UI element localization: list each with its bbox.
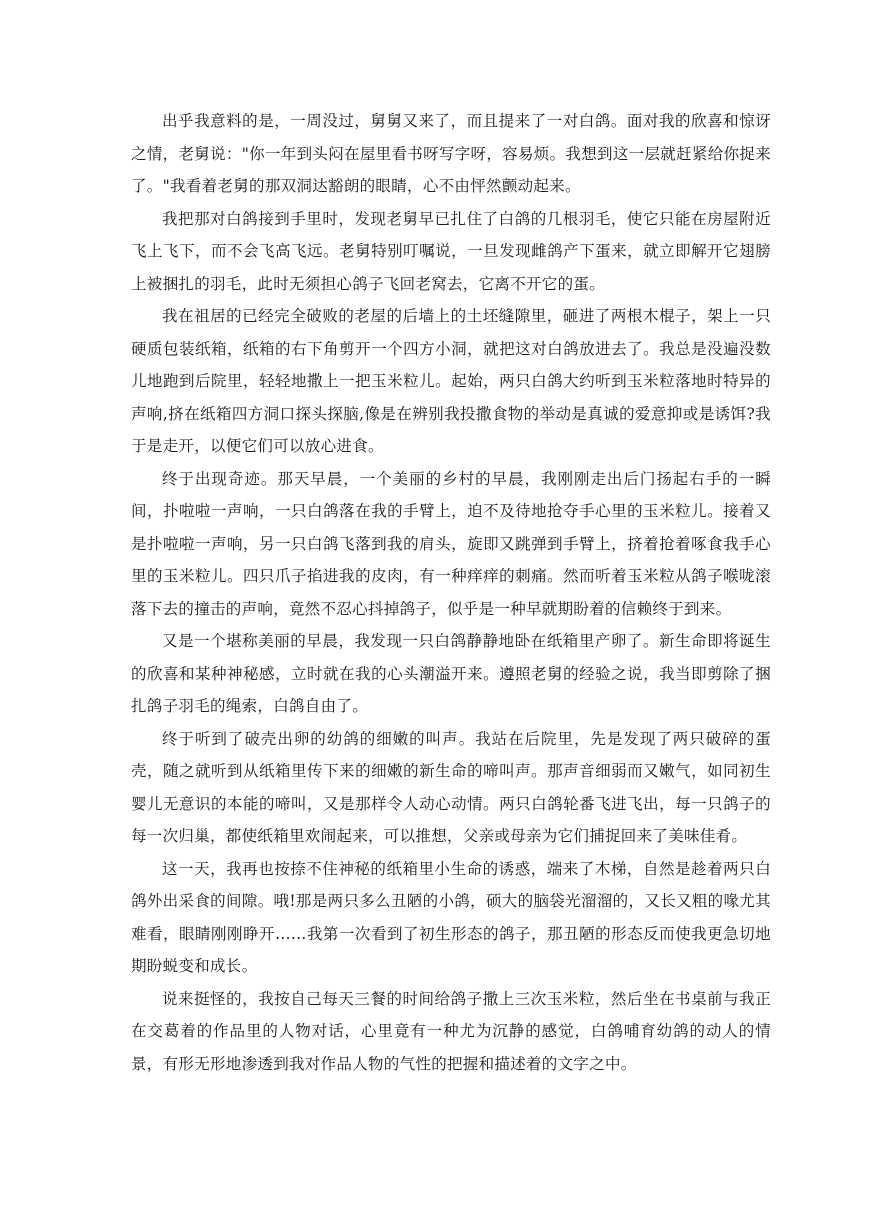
paragraph: 终于出现奇迹。那天早晨，一个美丽的乡村的早晨，我刚刚走出后门扬起右手的一瞬间，扑啦啦一声响，一只白鸽落在我的手臂上，迫不及待地抢夺手心里的玉米粒儿。接着又是扑啦啦一声响，另一只白鸽飞落到我的肩头，旋即又跳弹到手臂上，挤着抢着啄食我手心里的玉米粒儿。四只爪子掐进我的皮肉，有一种痒痒的刺痛。然而听着玉米粒从鸽子喉咙滚落下去的撞击的声响，竟然不忍心抖掉鸽子，似乎是一种早就期盼着的信赖终于到来。 [131, 469, 771, 618]
paragraph: 终于听到了破壳出卵的幼鸽的细嫩的叫声。我站在后院里，先是发现了两只破碎的蛋壳，随之就听到从纸箱里传下来的细嫩的新生命的啼叫声。那声音细弱而又嫩气，如同初生婴儿无意识的本能的啼叫，又是那样令人动心动情。两只白鸽轮番飞进飞出，每一只鸽子的每一次归巢，都使纸箱里欢闹起来，可以推想，父亲或母亲为它们捕捉回来了美味佳肴。 [131, 729, 771, 845]
paragraph: 出乎我意料的是，一周没过，舅舅又来了，而且提来了一对白鸽。面对我的欣喜和惊讶之情，老舅说："你一年到头闷在屋里看书呀写字呀，容易烦。我想到这一层就赶紧给你捉来了。"我看着老舅的那双洞达豁朗的眼睛，心不由怦然颤动起来。 [131, 112, 771, 195]
paragraph: 我在祖居的已经完全破败的老屋的后墙上的土坯缝隙里，砸进了两根木棍子，架上一只硬质包装纸箱，纸箱的右下角剪开一个四方小洞，就把这对白鸽放进去了。我总是没遍没数儿地跑到后院里，轻轻地撒上一把玉米粒儿。起始，两只白鸽大约听到玉米粒落地时特异的声响,挤在纸箱四方洞口探头探脑,像是在辨别我投撒食物的举动是真诚的爱意抑或是诱饵?我于是走开，以便它们可以放心进食。 [131, 307, 771, 455]
paragraph: 这一天，我再也按捺不住神秘的纸箱里小生命的诱惑，端来了木梯，自然是趁着两只白鸽外出采食的间隙。哦!那是两只多么丑陋的小鸽，硕大的脑袋光溜溜的，又长又粗的喙尤其难看，眼睛刚刚睁开……我第一次看到了初生形态的鸽子，那丑陋的形态反而使我更急切地期盼蜕变和成长。 [131, 859, 771, 975]
paragraph: 我把那对白鸽接到手里时，发现老舅早已扎住了白鸽的几根羽毛，使它只能在房屋附近飞上飞下，而不会飞高飞远。老舅特别叮嘱说，一旦发现雌鸽产下蛋来，就立即解开它翅膀上被捆扎的羽毛，此时无须担心鸽子飞回老窝去，它离不开它的蛋。 [131, 209, 771, 293]
paragraph: 又是一个堪称美丽的早晨，我发现一只白鸽静静地卧在纸箱里产卵了。新生命即将诞生的欣喜和某种神秘感，立时就在我的心头潮溢开来。遵照老舅的经验之说，我当即剪除了捆扎鸽子羽毛的绳索，白鸽自由了。 [131, 632, 771, 715]
paragraph: 说来挺怪的，我按自己每天三餐的时间给鸽子撒上三次玉米粒，然后坐在书桌前与我正在交葛着的作品里的人物对话，心里竟有一种尤为沉静的感觉，白鸽哺育幼鸽的动人的情景，有形无形地渗透到我对作品人物的气性的把握和描述着的文字之中。 [131, 989, 771, 1073]
article-body [131, 105, 771, 1080]
